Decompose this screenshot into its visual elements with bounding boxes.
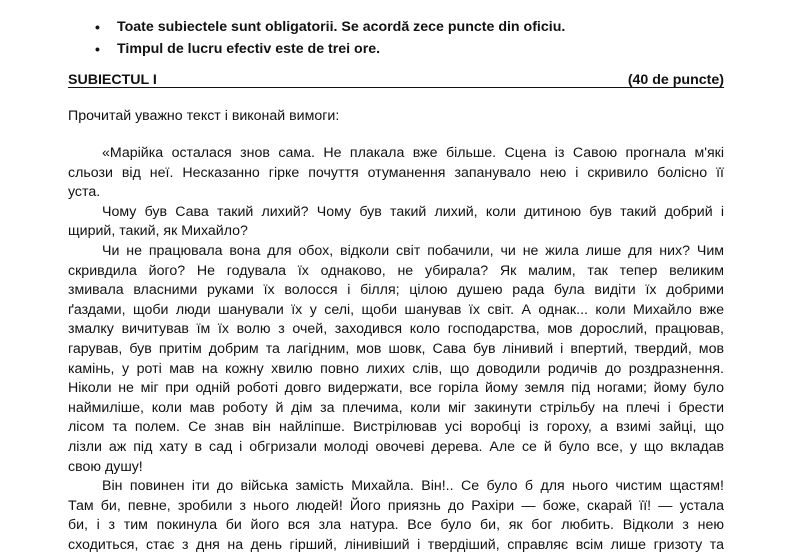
text-line: лізли аж під хату в сад і обгризали молоді овочеві дерева. Але се й було все, у що вкладав — [68, 438, 724, 455]
text-line: наймиліше, коли мав роботу й дім за плечима, коли міг закинути стрільбу на плечі і брести — [68, 399, 724, 416]
text-line: ґаздами, щоби люди шанували їх у селі, щоби шанував їх світ. А однак... коли Михайло вже — [68, 301, 724, 318]
text-line: гарував, був притім добрим та лагідним, мов шовк, Сава був лінивий і впертий, твердий, мов — [68, 340, 724, 357]
list-item — [95, 38, 775, 60]
section-underline — [68, 87, 724, 88]
text-line: камінь, у роті мав на кожну хвилю повно лихих слів, що доводили родичів до роздразнення. — [68, 360, 724, 377]
text-line: змивала власними руками їх волосся і білля; цілою душею рада була видіти їх добрими — [68, 282, 724, 299]
section-header — [68, 70, 724, 90]
text-line: Чому був Сава такий лихий? Чому був такий лихий, коли дитиною був такий добрий і — [102, 203, 724, 220]
bullet-icon: • — [95, 41, 100, 57]
instruction-text: Прочитай уважно текст і виконай вимоги: — [68, 108, 340, 124]
text-line: уста. — [68, 184, 101, 201]
text-line: Чи не працювала вона для обох, відколи світ побачили, чи не жила лише для них? Чим — [102, 242, 724, 259]
instructions-list — [95, 16, 775, 60]
bullet-icon: • — [95, 19, 100, 35]
text-line: Він повинен іти до війська замість Михайла. Він!.. Се було б для нього чистим щастям! — [102, 478, 724, 495]
section-title: SUBIECTUL I — [68, 72, 157, 88]
text-line: сходиться, стає з дня на день гірший, лінивіший і твердіший, справляє всім лише гризоту та — [68, 536, 724, 553]
section-points: (40 de puncte) — [627, 72, 724, 88]
text-line: свою душу! — [68, 458, 143, 475]
text-line: скривдила його? Не годувала їх однаково, не убирала? Як малим, так тепер великим — [68, 262, 724, 279]
bullet-text: Toate subiectele sunt obligatorii. Se acordă zece puncte din oficiu. — [117, 19, 566, 35]
text-line: змалку вичитував їм їх волю з очей, заходився коло господарства, мов дорослий, працював, — [68, 321, 724, 338]
reading-passage — [68, 144, 724, 555]
list-item — [95, 16, 775, 38]
text-line: Ніколи не міг при одній роботі довго видержати, все горіла йому земля під ногами; йому було — [68, 380, 724, 397]
text-line: лісом та полем. Се знав він найліпше. Вистрілював усі воробці із гороху, а взимі зайці, що — [68, 419, 724, 436]
text-line: би, і з тим покинула би його вся зла натура. Все було би, як бог любить. Відколи з нею — [68, 517, 724, 534]
text-line: сльози від неї. Несказанно гірке почуття отуманення запанувало нею і скривило болісно її — [68, 164, 724, 181]
bullet-text: Timpul de lucru efectiv este de trei ore. — [117, 41, 381, 57]
text-line: «Марійка осталася знов сама. Не плакала вже більше. Сцена із Савою прогнала м'які — [102, 145, 724, 161]
text-line: Там би, певне, зробили з нього людей! Його приязнь до Рахіри — боже, скарай її! — устала — [68, 497, 724, 514]
text-line: щирий, такий, як Михайло? — [68, 223, 248, 240]
